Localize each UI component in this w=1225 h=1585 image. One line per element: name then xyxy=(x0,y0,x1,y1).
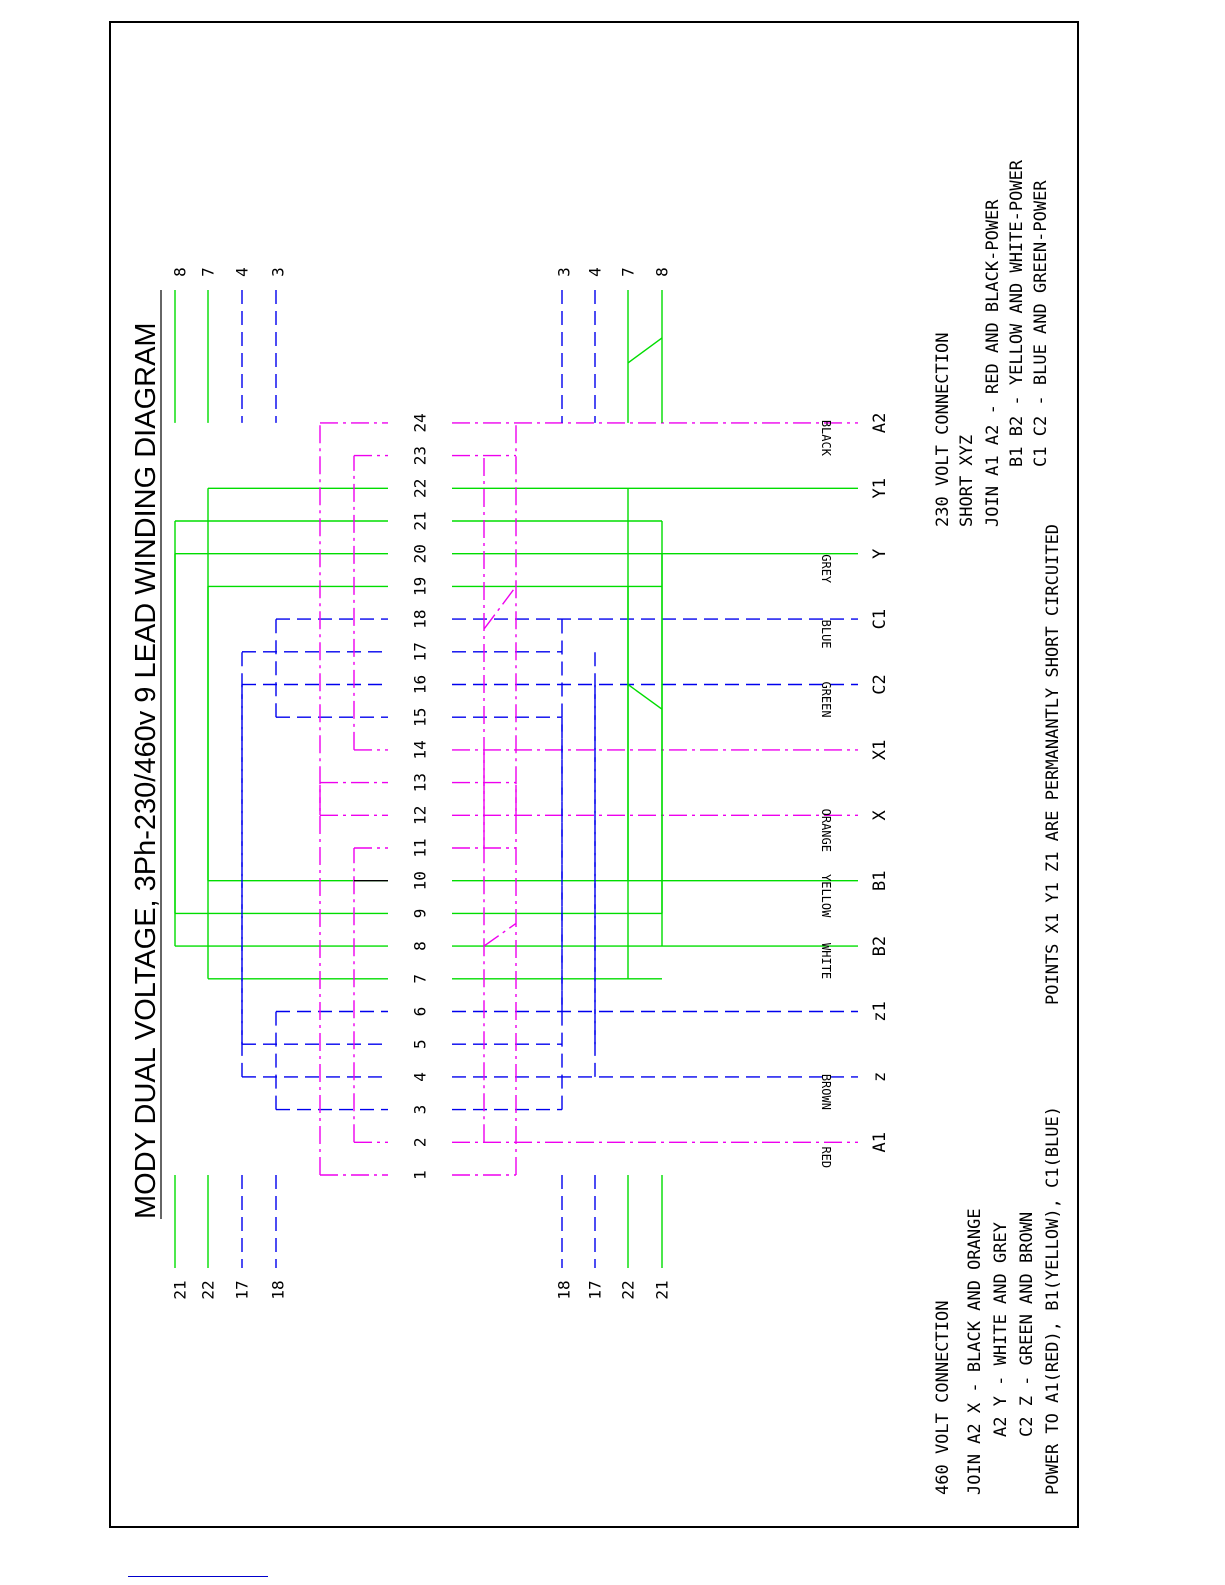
bus-label-left-top-7: 7 xyxy=(198,267,218,277)
lead-number-2: 2 xyxy=(410,1137,430,1148)
lead-number-22: 22 xyxy=(410,478,430,498)
lead-number-10: 10 xyxy=(410,871,430,891)
lead-number-7: 7 xyxy=(410,973,430,984)
terminal-X: X xyxy=(870,810,890,821)
color-label-green: GREEN xyxy=(819,681,833,718)
lead-number-3: 3 xyxy=(410,1104,430,1115)
crossover-mark-1 xyxy=(484,923,516,946)
bus-label-right-bottom-22: 22 xyxy=(618,1280,638,1300)
lead-number-20: 20 xyxy=(410,544,430,564)
lead-number-17: 17 xyxy=(410,642,430,662)
terminal-X1: X1 xyxy=(870,739,890,761)
bus-label-left-top-4: 4 xyxy=(232,267,252,277)
color-label-black: BLACK xyxy=(819,419,833,456)
lead-number-24: 24 xyxy=(410,413,430,433)
footer-rule xyxy=(128,1576,268,1577)
lead-number-6: 6 xyxy=(410,1006,430,1017)
notes-460 xyxy=(933,1106,1063,1495)
wire-color-labels xyxy=(819,420,833,1168)
wiring xyxy=(175,290,858,1268)
color-label-red: RED xyxy=(819,1146,833,1169)
notes-230-line3: B1 B2 - YELLOW AND WHITE-POWER xyxy=(1007,159,1027,467)
bus-label-right-top-7: 7 xyxy=(618,267,638,277)
bus-label-left-bottom-17: 17 xyxy=(232,1280,252,1300)
bus-label-right-bottom-17: 17 xyxy=(585,1280,605,1300)
terminal-B2: B2 xyxy=(870,935,890,957)
lead-number-5: 5 xyxy=(410,1039,430,1050)
lead-number-14: 14 xyxy=(410,740,430,760)
color-label-brown: BROWN xyxy=(819,1073,833,1110)
terminal-C2: C2 xyxy=(870,674,890,695)
terminal-Y1: Y1 xyxy=(870,478,890,499)
notes-230-line4: C1 C2 - BLUE AND GREEN-POWER xyxy=(1031,180,1051,467)
crossover-mark-2 xyxy=(484,586,516,629)
terminal-C1: C1 xyxy=(870,608,890,630)
notes-230-line2: JOIN A1 A2 - RED AND BLACK-POWER xyxy=(983,199,1003,527)
lead-number-11: 11 xyxy=(410,838,430,858)
color-label-grey: GREY xyxy=(819,554,833,584)
lead-number-13: 13 xyxy=(410,772,430,793)
notes-460-heading: 460 VOLT CONNECTION xyxy=(933,1300,953,1495)
lead-number-8: 8 xyxy=(410,941,430,951)
rotated-drawing xyxy=(130,159,1063,1495)
bus-label-right-bottom-21: 21 xyxy=(652,1280,672,1300)
lead-number-4: 4 xyxy=(410,1072,430,1082)
terminal-A2: A2 xyxy=(870,412,890,434)
lead-number-21: 21 xyxy=(410,511,430,531)
lead-number-23: 23 xyxy=(410,445,430,466)
bus-label-left-bottom-18: 18 xyxy=(268,1280,288,1300)
lead-number-16: 16 xyxy=(410,674,430,695)
notes-460-line4: POWER TO A1(RED), B1(YELLOW), C1(BLUE) xyxy=(1043,1106,1063,1495)
color-label-blue: BLUE xyxy=(819,619,833,649)
crossover-mark-4 xyxy=(628,338,662,363)
crossover-mark-3 xyxy=(628,685,662,710)
notes-460-line1: JOIN A2 X - BLACK AND ORANGE xyxy=(965,1208,985,1495)
bus-label-left-top-8: 8 xyxy=(170,267,190,277)
terminal-B1: B1 xyxy=(870,870,890,891)
notes-230 xyxy=(933,159,1051,527)
terminal-labels xyxy=(870,413,890,1153)
lead-number-12: 12 xyxy=(410,805,430,825)
color-label-yellow: YELLOW xyxy=(819,874,833,918)
notes-460-line2: A2 Y - WHITE AND GREY xyxy=(991,1222,1011,1437)
color-label-white: WHITE xyxy=(819,943,833,980)
bus-label-left-bottom-22: 22 xyxy=(198,1280,218,1300)
terminal-z1: z1 xyxy=(870,1001,890,1022)
lead-number-9: 9 xyxy=(410,908,430,919)
bus-label-right-top-8: 8 xyxy=(652,267,672,277)
bus-label-left-bottom-21: 21 xyxy=(170,1280,190,1300)
lead-number-18: 18 xyxy=(410,609,430,629)
notes-230-line1: SHORT XYZ xyxy=(957,434,977,527)
lead-number-1: 1 xyxy=(410,1170,430,1180)
terminal-z: z xyxy=(870,1071,890,1083)
notes-230-heading: 230 VOLT CONNECTION xyxy=(933,332,953,527)
lead-number-15: 15 xyxy=(410,707,430,727)
terminal-A1: A1 xyxy=(870,1132,890,1153)
lead-number-19: 19 xyxy=(410,576,430,597)
color-label-orange: ORANGE xyxy=(819,808,833,852)
diagram-title: MODY DUAL VOLTAGE, 3Ph-230/460v 9 LEAD WINDING DIAGRAM xyxy=(130,322,162,1219)
bus-label-right-bottom-18: 18 xyxy=(554,1280,574,1300)
notes-460-line3: C2 Z - GREEN AND BROWN xyxy=(1017,1211,1037,1437)
bus-label-right-top-4: 4 xyxy=(585,267,605,277)
bus-label-right-top-3: 3 xyxy=(554,267,574,277)
bus-label-left-top-3: 3 xyxy=(268,267,288,277)
terminal-Y: Y xyxy=(870,548,890,559)
short-circuit-note: POINTS X1 Y1 Z1 ARE PERMANANTLY SHORT CIRCUITED xyxy=(1043,523,1063,1005)
lead-numbers xyxy=(411,413,430,1180)
